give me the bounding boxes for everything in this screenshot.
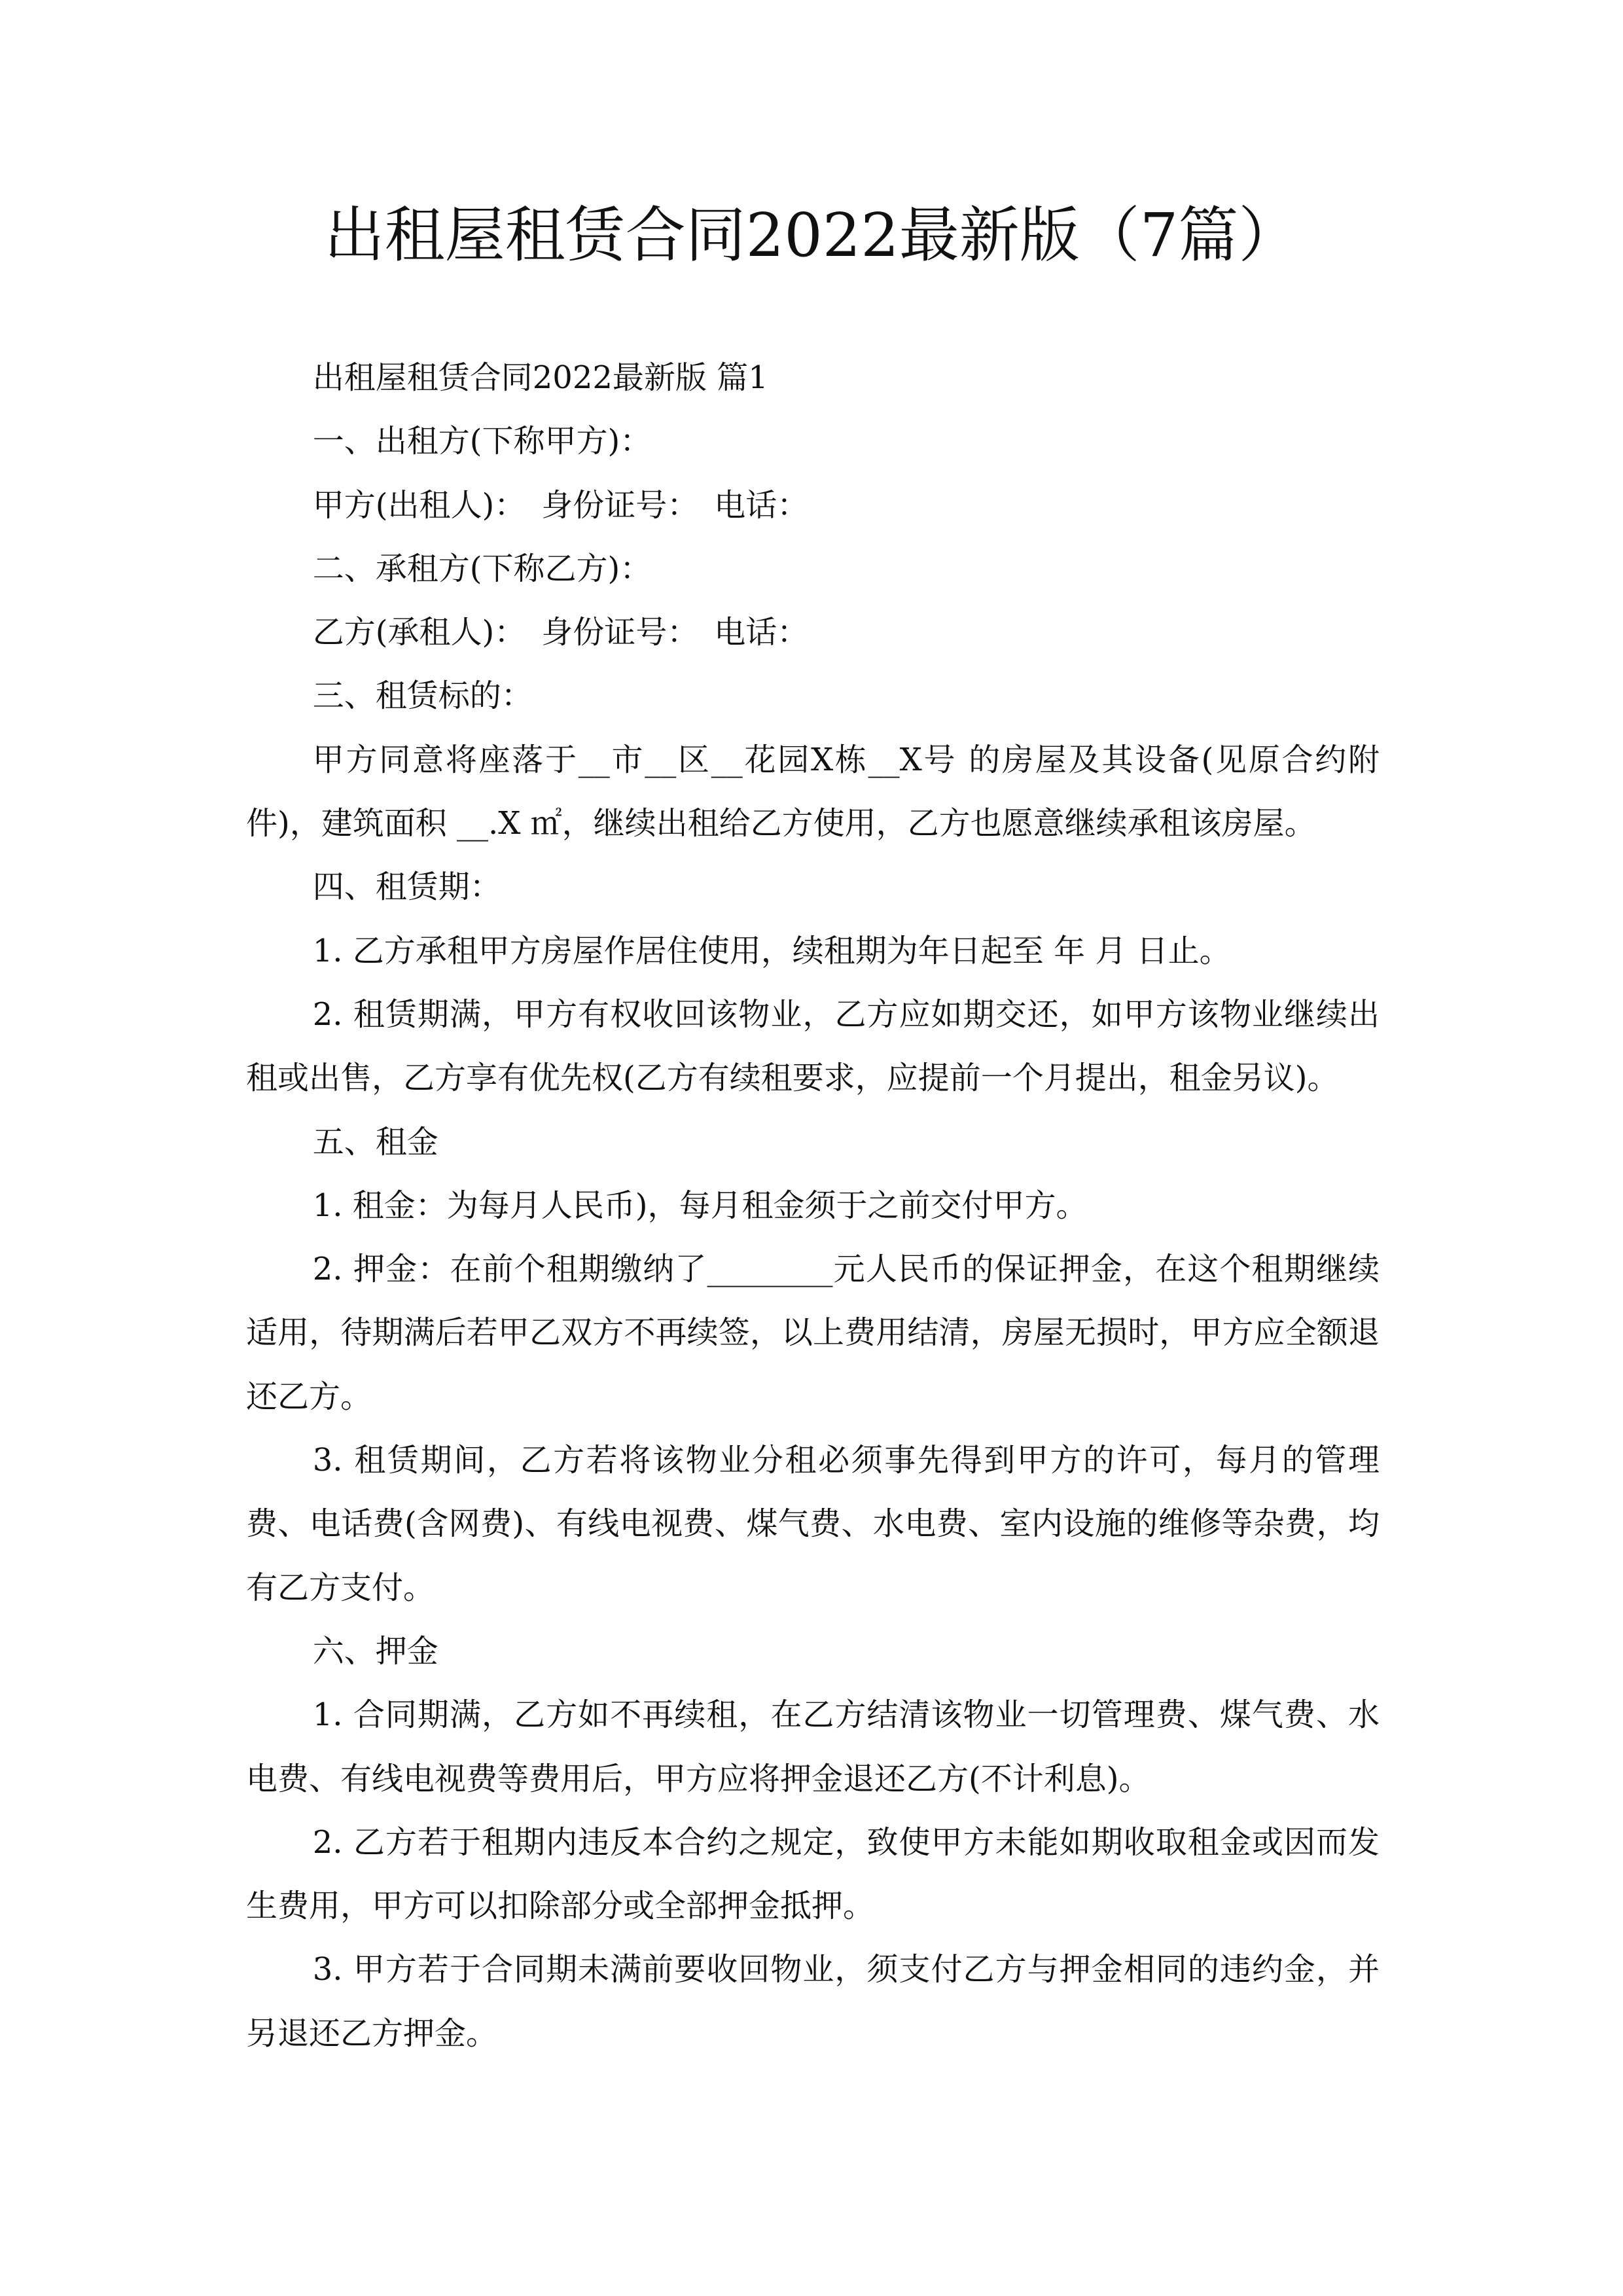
clause-paragraph: 3. 甲方若于合同期未满前要收回物业，须支付乙方与押金相同的违约金，并另退还乙方押金。 xyxy=(246,1951,1380,2052)
clause-paragraph: 1. 租金：为每月人民币)，每月租金须于之前交付甲方。 xyxy=(312,1187,1088,1224)
clause-paragraph: 3. 租赁期间，乙方若将该物业分租必须事先得到甲方的许可，每月的管理费、电话费(含网费)、有线电视费、煤气费、水电费、室内设施的维修等杂费，均有乙方支付。 xyxy=(246,1442,1380,1606)
clause-heading: 六、押金 xyxy=(312,1632,438,1670)
party-a-line: 甲方(出租人)： 身份证号： 电话： xyxy=(312,486,809,524)
document-title: 出租屋租赁合同2022最新版（7篇） xyxy=(324,200,1299,270)
clause-paragraph: 2. 租赁期满，甲方有权收回该物业，乙方应如期交还，如甲方该物业继续出租或出售，乙方享有优先权(乙方有续租要求，应提前一个月提出，租金另议)。 xyxy=(246,996,1380,1097)
clause-paragraph: 甲方同意将座落于__市__区__花园X栋__X号 的房屋及其设备(见原合约附件)，建筑面积 __.X ㎡，继续出租给乙方使用，乙方也愿意继续承租该房屋。 xyxy=(246,741,1380,842)
clause-paragraph: 2. 押金：在前个租期缴纳了________元人民币的保证押金，在这个租期继续适用，待期满后若甲乙双方不再续签，以上费用结清，房屋无损时，甲方应全额退还乙方。 xyxy=(246,1251,1380,1415)
party-b-line: 乙方(承租人)： 身份证号： 电话： xyxy=(312,614,809,651)
section-heading: 出租屋租赁合同2022最新版 篇1 xyxy=(312,359,768,396)
clause-heading: 三、租赁标的： xyxy=(312,677,533,715)
clause-paragraph: 1. 乙方承租甲方房屋作居住使用，续租期为年日起至 年 月 日止。 xyxy=(312,932,1231,969)
clause-paragraph: 2. 乙方若于租期内违反本合约之规定，致使甲方未能如期收取租金或因而发生费用，甲方可以扣除部分或全部押金抵押。 xyxy=(246,1823,1380,1925)
document-body xyxy=(246,346,1380,2066)
clause-heading: 五、租金 xyxy=(312,1123,438,1160)
clause-heading: 四、租赁期： xyxy=(312,869,501,906)
clause-heading: 二、承租方(下称乙方)： xyxy=(312,550,652,587)
clause-heading: 一、出租方(下称甲方)： xyxy=(312,423,652,460)
clause-paragraph: 1. 合同期满，乙方如不再续租，在乙方结清该物业一切管理费、煤气费、水电费、有线电视费等费用后，甲方应将押金退还乙方(不计利息)。 xyxy=(246,1696,1380,1797)
